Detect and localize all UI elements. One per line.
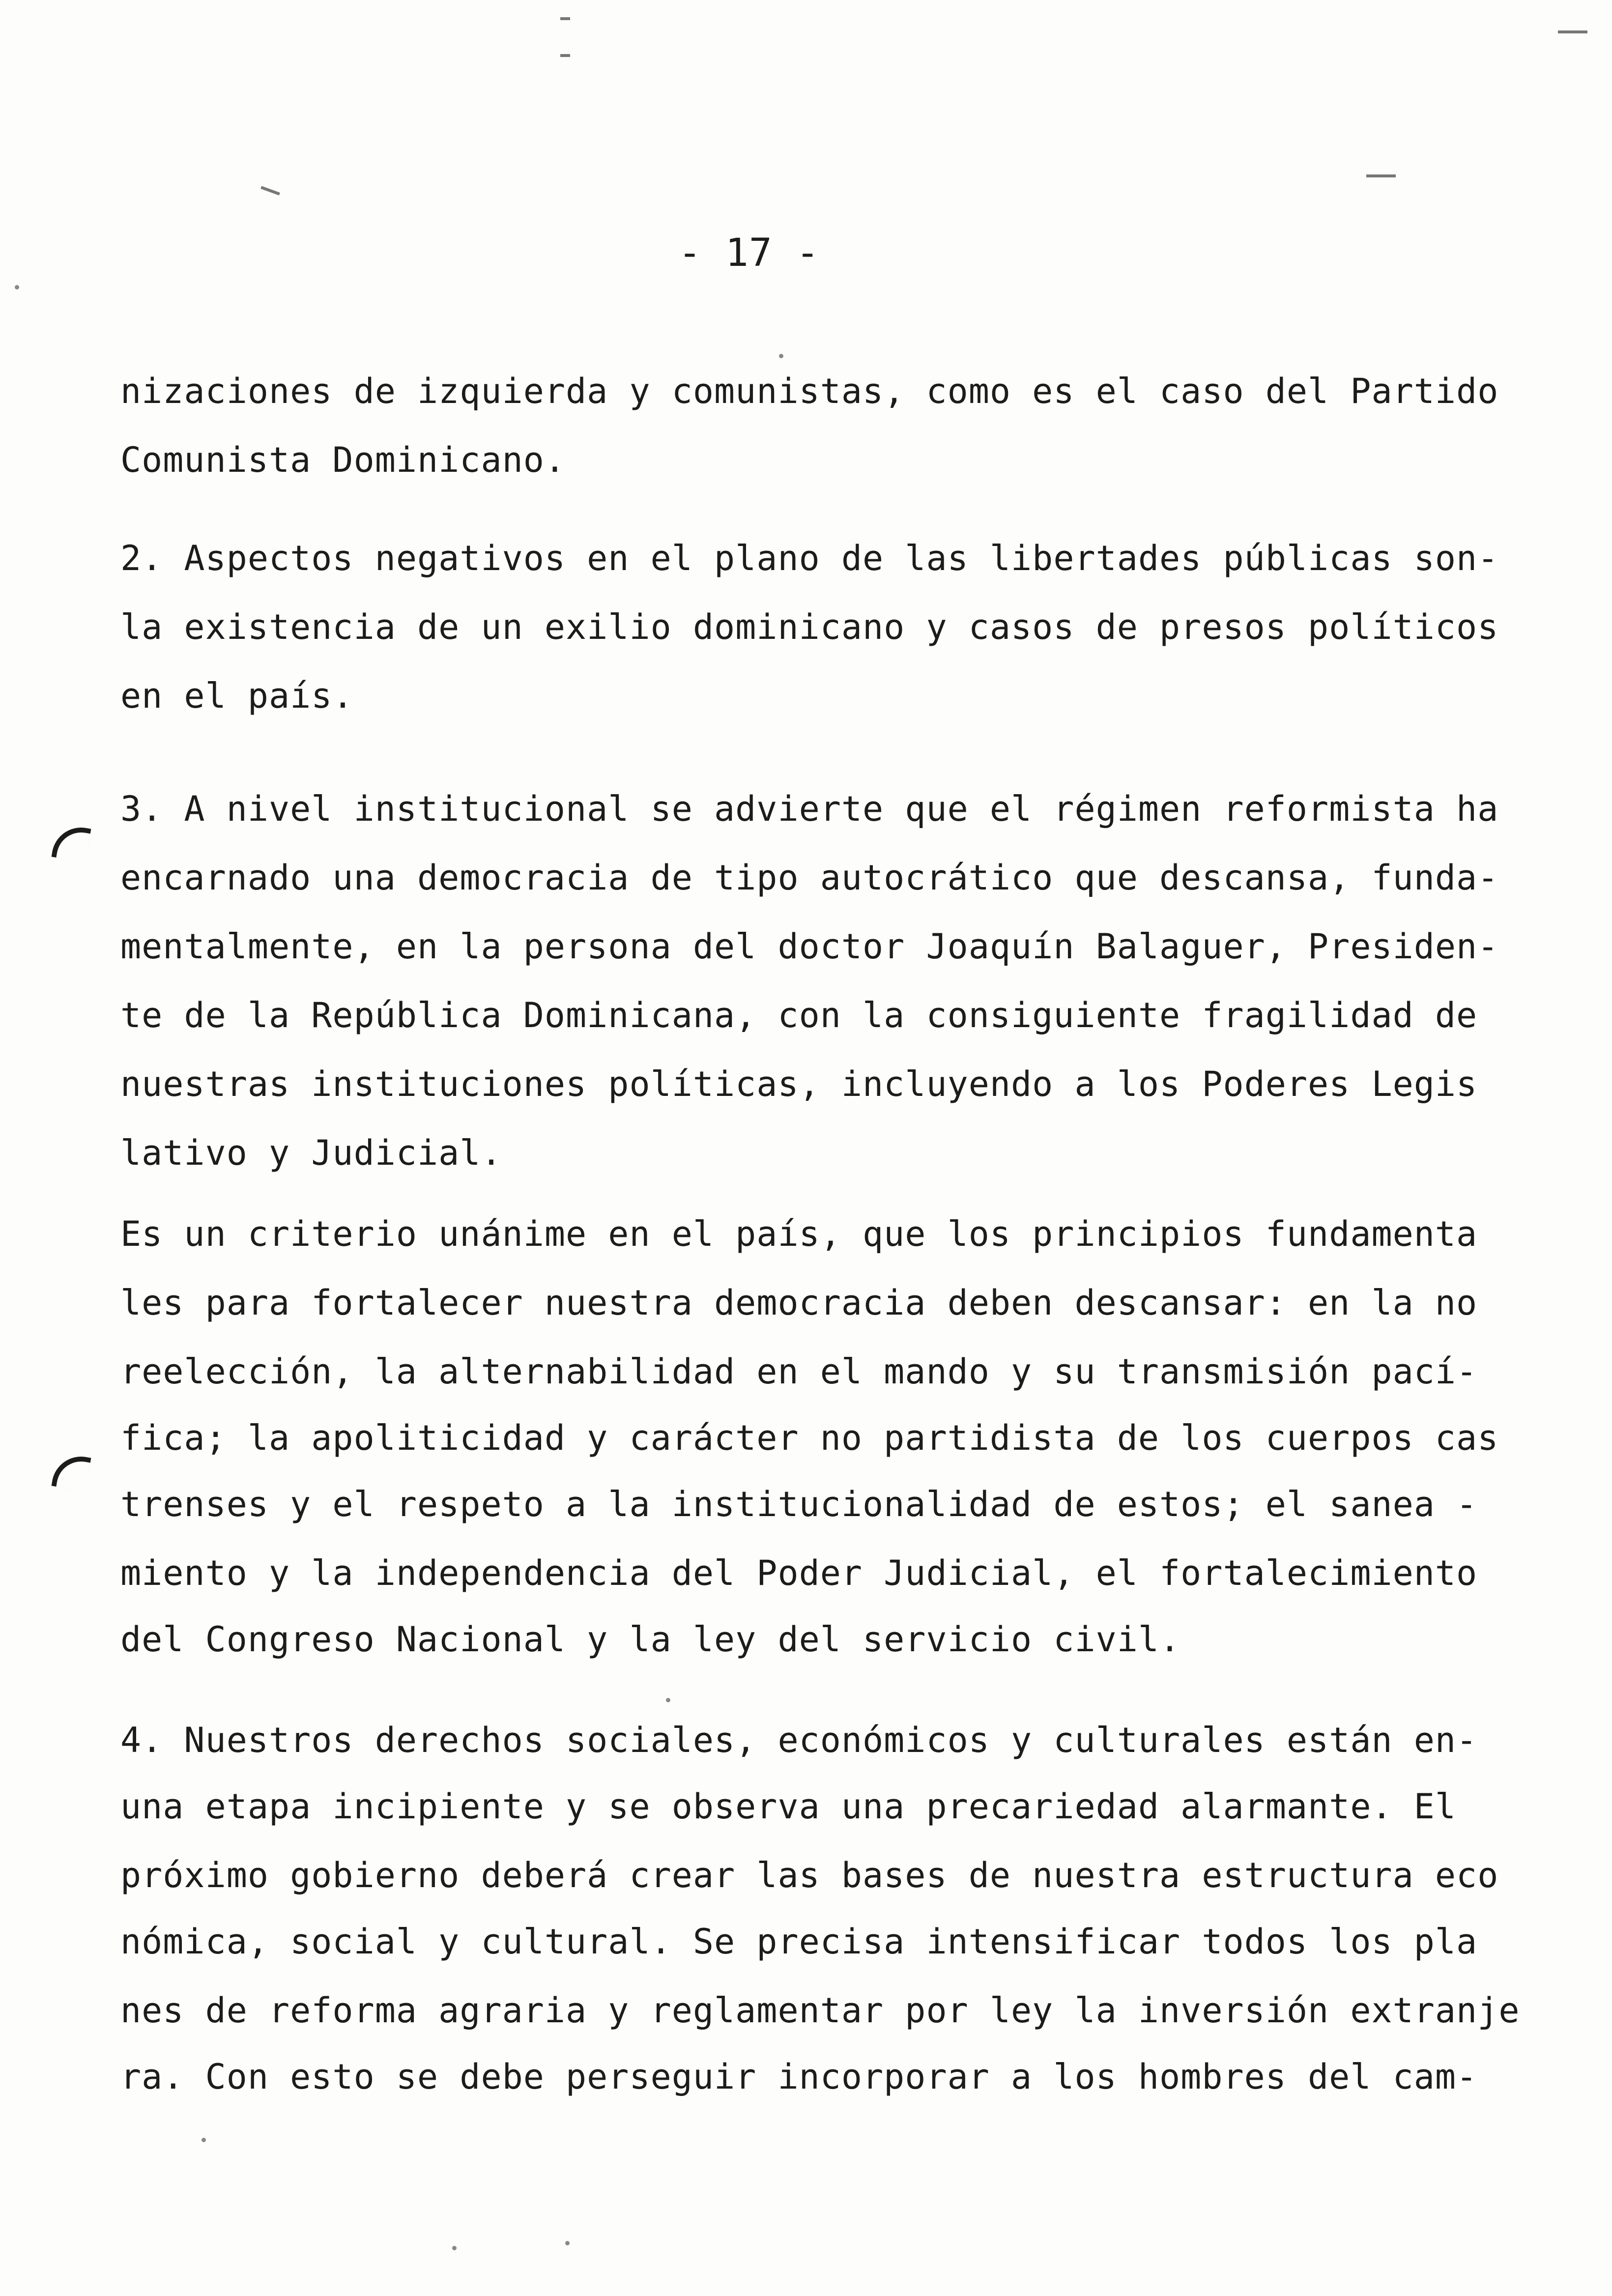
scan-speck [666,1698,670,1702]
text-line: miento y la independencia del Poder Judicial, el fortalecimiento [120,1553,1478,1593]
scan-speck [452,2246,457,2250]
scan-speck [565,2241,570,2245]
scan-speck [560,54,570,57]
text-line: les para fortalecer nuestra democracia deben descansar: en la no [120,1283,1478,1323]
scan-speck [15,285,19,289]
text-line: próximo gobierno deberá crear las bases de nuestra estructura eco [120,1855,1499,1895]
text-line: 3. A nivel institucional se advierte que el régimen reformista ha [120,789,1499,829]
margin-mark [51,823,91,862]
text-line: del Congreso Nacional y la ley del servicio civil. [120,1619,1181,1660]
text-line: nes de reforma agraria y reglamentar por ley la inversión extranje [120,1990,1520,2031]
text-line: 4. Nuestros derechos sociales, económicos y culturales están en- [120,1720,1478,1760]
scan-speck [560,17,570,20]
text-line: mentalmente, en la persona del doctor Joaquín Balaguer, Presiden- [120,926,1499,967]
text-line: te de la República Dominicana, con la consiguiente fragilidad de [120,995,1478,1035]
text-line: trenses y el respeto a la institucionalidad de estos; el sanea - [120,1484,1478,1524]
text-line: ra. Con esto se debe perseguir incorporar a los hombres del cam- [120,2057,1478,2097]
text-line: reelección, la alternabilidad en el mando y su transmisión pací- [120,1351,1478,1392]
text-line: la existencia de un exilio dominicano y casos de presos políticos [120,607,1499,647]
margin-mark [51,1452,91,1492]
text-line: lativo y Judicial. [120,1133,502,1173]
text-line: una etapa incipiente y se observa una precariedad alarmante. El [120,1786,1457,1827]
text-line: nómica, social y cultural. Se precisa intensificar todos los pla [120,1922,1478,1962]
text-line: 2. Aspectos negativos en el plano de las libertades públicas son- [120,538,1499,578]
scan-speck [260,186,280,195]
text-line: encarnado una democracia de tipo autocrático que descansa, funda- [120,858,1499,898]
scan-speck [1366,174,1396,177]
text-line: nuestras instituciones políticas, incluyendo a los Poderes Legis [120,1064,1478,1104]
text-line: Es un criterio unánime en el país, que los principios fundamenta [120,1214,1478,1254]
text-line: en el país. [120,676,354,716]
scan-speck [779,354,783,358]
text-line: nizaciones de izquierda y comunistas, como es el caso del Partido [120,371,1499,411]
page-number: - 17 - [678,231,820,275]
text-line: Comunista Dominicano. [120,440,566,480]
scan-speck [202,2138,206,2142]
scan-speck [1558,30,1587,33]
text-line: fica; la apoliticidad y carácter no partidista de los cuerpos cas [120,1418,1499,1458]
